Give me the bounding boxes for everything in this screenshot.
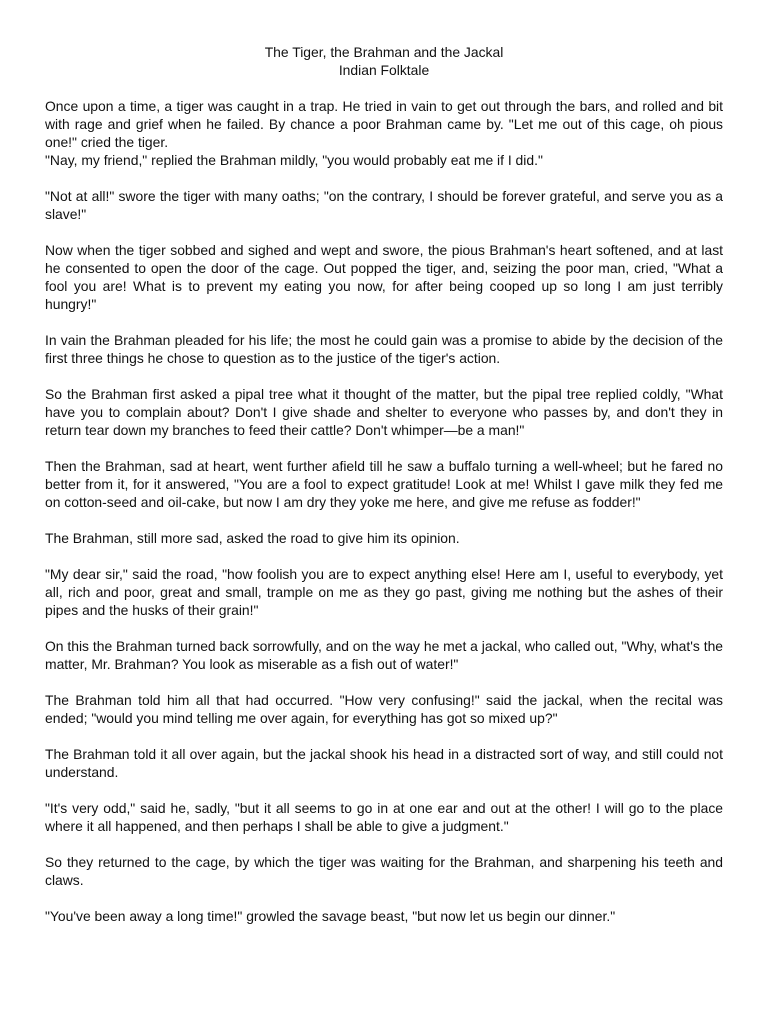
document-subtitle: Indian Folktale bbox=[338, 62, 430, 78]
paragraph: So they returned to the cage, by which the tiger was waiting for the Brahman, and sharpening his teeth and claws. bbox=[45, 854, 723, 888]
paragraph: "My dear sir," said the road, "how foolish you are to expect anything else! Here am I, useful to everybody, yet all, rich and poor, great and small, trample on me as they go past, giving me nothing but the ashes of their pipes and the husks of their grain!" bbox=[45, 566, 723, 618]
paragraph bbox=[45, 97, 723, 169]
document-header bbox=[45, 43, 723, 79]
document-title: The Tiger, the Brahman and the Jackal bbox=[264, 44, 504, 60]
paragraph: Now when the tiger sobbed and sighed and wept and swore, the pious Brahman's heart softened, and at last he consented to open the door of the cage. Out popped the tiger, and, seizing the poor man, cried, "What a fool you are! What is to prevent my eating you now, for after being cooped up so long I am just terribly hungry!" bbox=[45, 242, 723, 312]
paragraph: The Brahman, still more sad, asked the road to give him its opinion. bbox=[45, 530, 460, 546]
paragraph: Then the Brahman, sad at heart, went further afield till he saw a buffalo turning a well-wheel; but he fared no better from it, for it answered, "You are a fool to expect gratitude! Look at me! Whilst I gave milk they fed me on cotton-seed and oil-cake, but now I am dry they yoke me here, and give me refuse as fodder!" bbox=[45, 458, 723, 510]
paragraph: "Not at all!" swore the tiger with many oaths; "on the contrary, I should be forever grateful, and serve you as a slave!" bbox=[45, 188, 723, 222]
paragraph-line: Once upon a time, a tiger was caught in a trap. He tried in vain to get out through the bars, and rolled and bit with rage and grief when he failed. By chance a poor Brahman came by. "Let me out of this cage, oh pious one!" cried the tiger. bbox=[45, 98, 723, 150]
paragraph: The Brahman told him all that had occurred. "How very confusing!" said the jackal, when the recital was ended; "would you mind telling me over again, for everything has got so mixed up?" bbox=[45, 692, 723, 726]
paragraph: "You've been away a long time!" growled the savage beast, "but now let us begin our dinner." bbox=[45, 908, 616, 924]
paragraph: The Brahman told it all over again, but the jackal shook his head in a distracted sort of way, and still could not understand. bbox=[45, 746, 723, 780]
paragraph-line: "Nay, my friend," replied the Brahman mildly, "you would probably eat me if I did." bbox=[45, 152, 543, 168]
paragraph: So the Brahman first asked a pipal tree what it thought of the matter, but the pipal tree replied coldly, "What have you to complain about? Don't I give shade and shelter to everyone who passes by, and don't they in return tear down my branches to feed their cattle? Don't whimper—be a man!" bbox=[45, 386, 723, 438]
document-page bbox=[45, 43, 723, 943]
paragraph: In vain the Brahman pleaded for his life; the most he could gain was a promise to abide by the decision of the first three things he chose to question as to the justice of the tiger's action. bbox=[45, 332, 723, 366]
paragraph: "It's very odd," said he, sadly, "but it all seems to go in at one ear and out at the other! I will go to the place where it all happened, and then perhaps I shall be able to give a judgment." bbox=[45, 800, 723, 834]
paragraph: On this the Brahman turned back sorrowfully, and on the way he met a jackal, who called out, "Why, what's the matter, Mr. Brahman? You look as miserable as a fish out of water!" bbox=[45, 638, 724, 672]
